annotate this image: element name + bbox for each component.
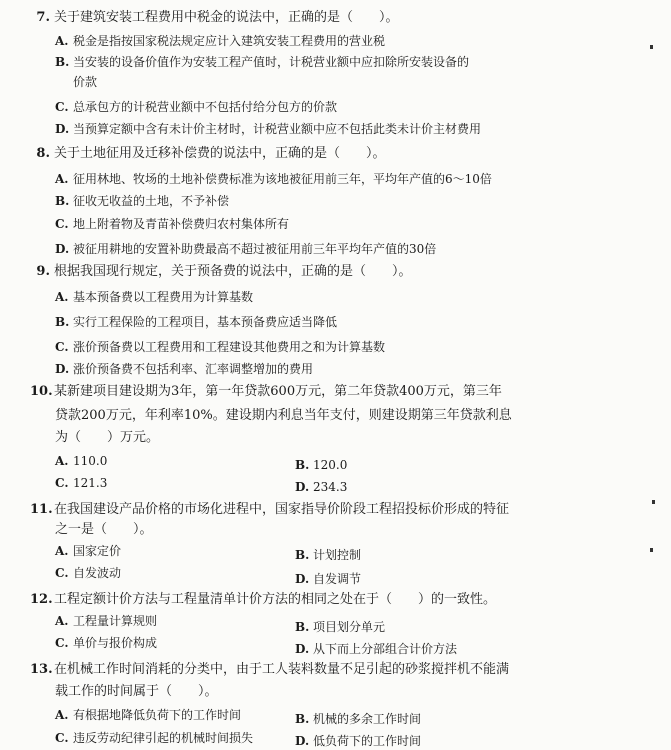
scan-speck: [652, 500, 655, 504]
scan-speck: [650, 45, 653, 49]
question-9-stem: 9. 根据我国现行规定，关于预备费的说法中，正确的是（ ）。: [36, 264, 412, 279]
scan-speck: [650, 548, 653, 552]
question-13-option-c: C. 违反劳动纪律引起的机械时间损失: [55, 731, 254, 745]
question-11-option-c: C. 自发波动: [55, 566, 122, 580]
question-stem-text: 在机械工作时间消耗的分类中，由于工人装料数量不足引起的砂浆搅拌机不能满: [54, 662, 510, 677]
question-11-stem-cont: 之一是（ ）。: [55, 522, 153, 537]
question-7-option-b: B. 当安装的设备价值作为安装工程产值时，计税营业额中应扣除所安装设备的: [55, 55, 470, 69]
question-10-option-c: C. 121.3: [55, 476, 108, 490]
question-stem-text: 关于建筑安装工程费用中税金的说法中，正确的是（ ）。: [54, 10, 399, 25]
question-stem-text: 工程定额计价方法与工程量清单计价方法的相同之处在于（ ）的一致性。: [54, 592, 497, 607]
question-10-option-b: B. 120.0: [295, 458, 348, 472]
question-13-option-a: A. 有根据地降低负荷下的工作时间: [55, 708, 242, 722]
question-stem-text: 根据我国现行规定，关于预备费的说法中，正确的是（ ）。: [54, 264, 412, 279]
question-stem-text: 某新建项目建设期为3年，第一年贷款600万元，第二年贷款400万元，第三年: [54, 384, 502, 399]
question-7-option-c: C. 总承包方的计税营业额中不包括付给分包方的价款: [55, 100, 338, 114]
question-13-option-b: B. 机械的多余工作时间: [295, 712, 422, 726]
question-10-option-a: A. 110.0: [55, 454, 108, 468]
question-10-stem-cont-1: 贷款200万元，年利率10%。建设期内利息当年支付，则建设期第三年贷款利息: [55, 408, 512, 423]
question-10-option-d: D. 234.3: [295, 480, 348, 494]
question-12-option-b: B. 项目划分单元: [295, 620, 386, 634]
question-7-option-b-cont: 价款: [73, 75, 98, 89]
question-12-option-c: C. 单价与报价构成: [55, 636, 158, 650]
question-7-option-a: A. 税金是指按国家税法规定应计入建筑安装工程费用的营业税: [55, 34, 386, 48]
question-12-option-d: D. 从下而上分部组合计价方法: [295, 642, 458, 656]
question-13-option-d: D. 低负荷下的工作时间: [295, 734, 422, 748]
question-7-option-d: D. 当预算定额中含有未计价主材时，计税营业额中应不包括此类未计价主材费用: [55, 122, 482, 136]
question-9-option-a: A. 基本预备费以工程费用为计算基数: [55, 290, 254, 304]
question-9-option-b: B. 实行工程保险的工程项目，基本预备费应适当降低: [55, 315, 338, 329]
question-10-stem-cont-2: 为（ ）万元。: [55, 430, 160, 445]
question-11-stem: 11.在我国建设产品价格的市场化进程中，国家指导价阶段工程招投标价形成的特征: [30, 502, 510, 517]
question-11-option-b: B. 计划控制: [295, 548, 362, 562]
question-9-option-c: C. 涨价预备费以工程费用和工程建设其他费用之和为计算基数: [55, 340, 386, 354]
question-12-stem: 12.工程定额计价方法与工程量清单计价方法的相同之处在于（ ）的一致性。: [30, 592, 497, 607]
question-8-stem: 8. 关于土地征用及迁移补偿费的说法中，正确的是（ ）。: [36, 146, 386, 161]
question-11-option-a: A. 国家定价: [55, 544, 122, 558]
question-8-option-d: D. 被征用耕地的安置补助费最高不超过被征用前三年平均年产值的30倍: [55, 242, 437, 256]
question-11-option-d: D. 自发调节: [295, 572, 362, 586]
question-stem-text: 关于土地征用及迁移补偿费的说法中，正确的是（ ）。: [54, 146, 386, 161]
question-9-option-d: D. 涨价预备费不包括利率、汇率调整增加的费用: [55, 362, 314, 376]
question-13-stem-cont: 载工作的时间属于（ ）。: [55, 684, 218, 699]
question-13-stem: 13.在机械工作时间消耗的分类中，由于工人装料数量不足引起的砂浆搅拌机不能满: [30, 662, 510, 677]
question-8-option-c: C. 地上附着物及青苗补偿费归农村集体所有: [55, 217, 290, 231]
question-10-stem: 10.某新建项目建设期为3年，第一年贷款600万元，第二年贷款400万元，第三年: [30, 384, 502, 399]
question-stem-text: 在我国建设产品价格的市场化进程中，国家指导价阶段工程招投标价形成的特征: [54, 502, 510, 517]
question-12-option-a: A. 工程量计算规则: [55, 614, 158, 628]
question-8-option-b: B. 征收无收益的土地，不予补偿: [55, 194, 230, 208]
question-7-stem: 7. 关于建筑安装工程费用中税金的说法中，正确的是（ ）。: [36, 10, 399, 25]
question-8-option-a: A. 征用林地、牧场的土地补偿费标准为该地被征用前三年，平均年产值的6～10倍: [55, 172, 492, 186]
